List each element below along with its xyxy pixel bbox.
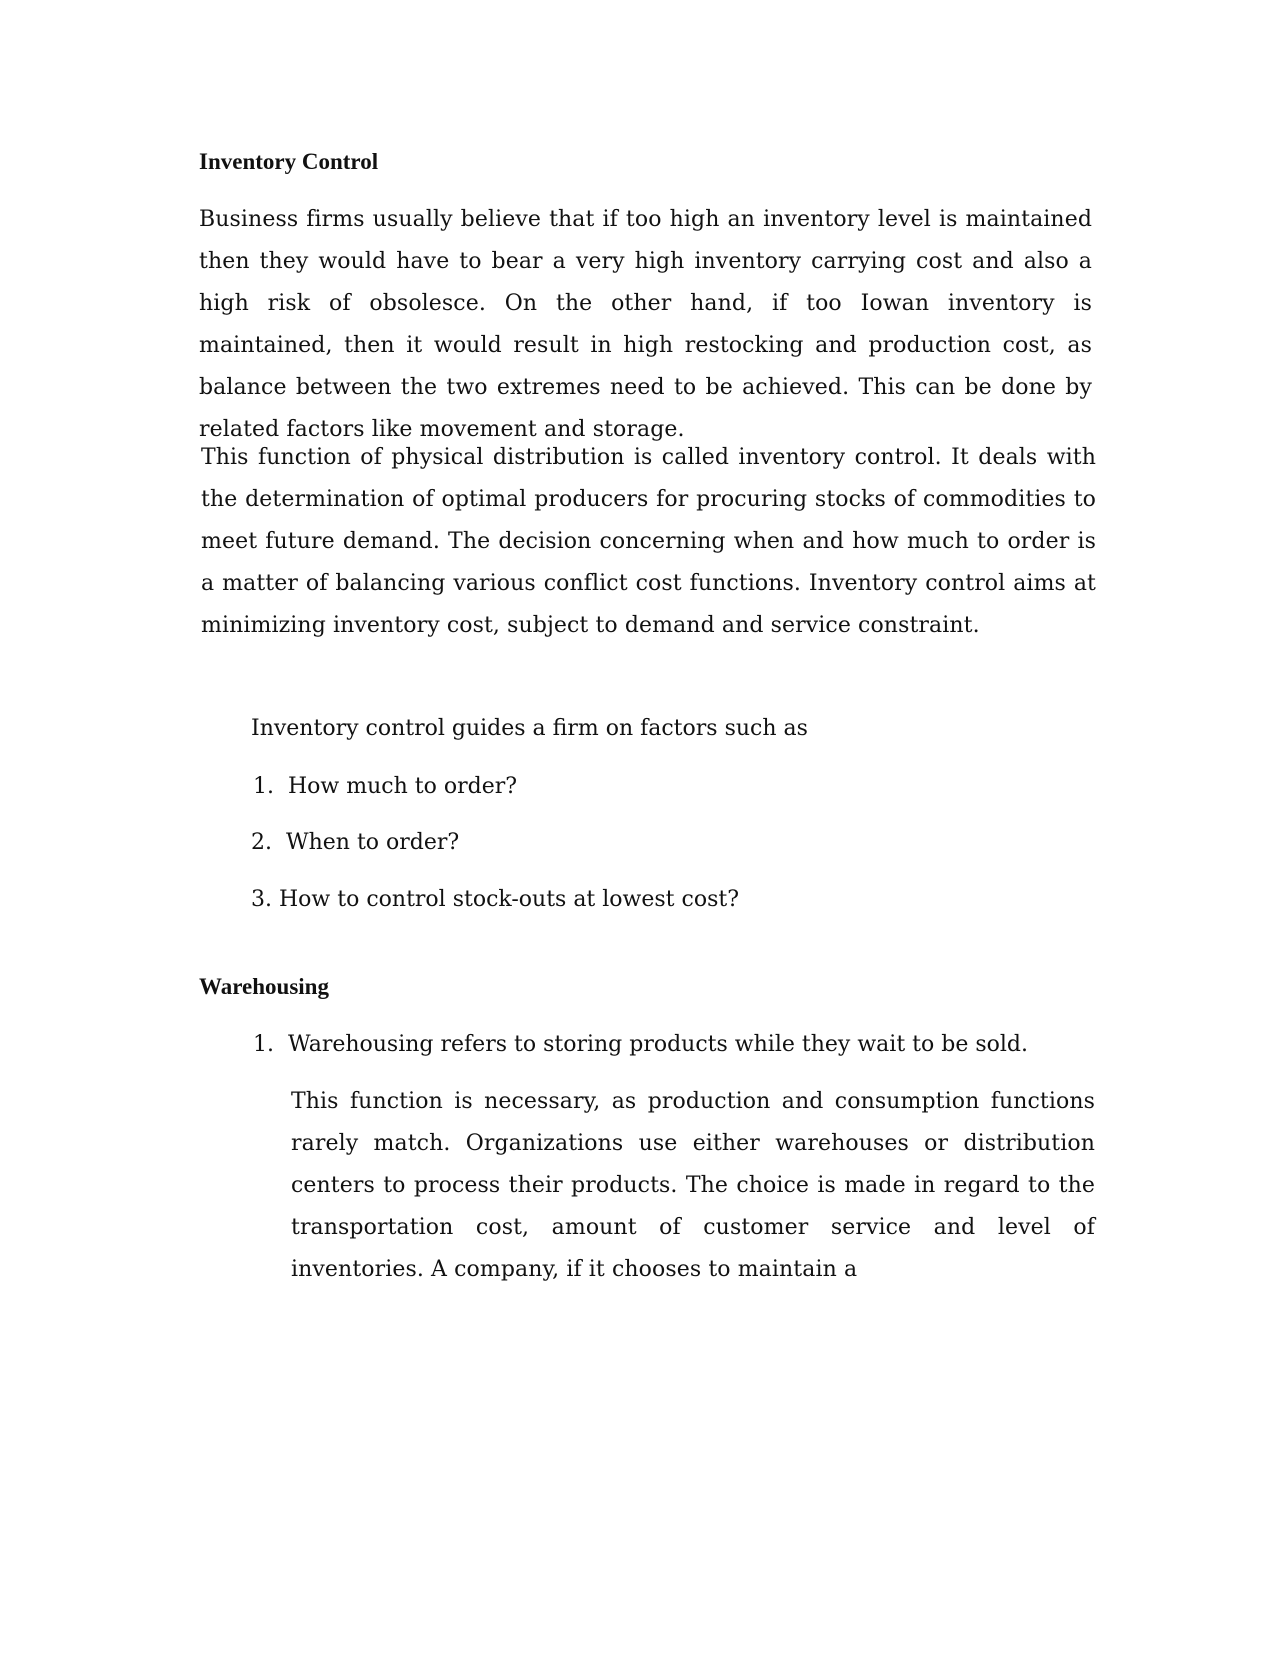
list-item [253, 773, 517, 801]
inventory-control-heading: Inventory Control [199, 149, 379, 174]
list-item-text: When to order? [286, 830, 460, 855]
list-item-number: 3. [251, 887, 272, 912]
list-item-number: 1. [253, 774, 274, 799]
list-item-number: 2. [251, 830, 272, 855]
list-item-number: 1. [253, 1032, 274, 1057]
warehousing-paragraph: This function is necessary, as production and consumption functions rarely match. Organizations use either warehouses or distribution centers to process their products. The choice is made in regard to the transportation cost, amount of customer service and level of inventories. A company, if it chooses to maintain a [291, 1089, 1095, 1282]
list-item [251, 829, 459, 857]
list-item [251, 886, 739, 914]
factors-intro: Inventory control guides a firm on factors such as [251, 716, 808, 741]
list-item-text: Warehousing refers to storing products while they wait to be sold. [288, 1032, 1028, 1057]
warehousing-heading: Warehousing [199, 974, 329, 999]
inventory-control-paragraph-2: This function of physical distribution is called inventory control. It deals with the determination of optimal producers for procuring stocks of commodities to meet future demand. The decision concerning when and how much to order is a matter of balancing various conflict cost functions. Inventory control aims at minimizing inventory cost, subject to demand and service constraint. [201, 445, 1096, 638]
list-item [253, 1031, 1028, 1059]
list-item-text: How much to order? [288, 774, 518, 799]
list-item-text: How to control stock-outs at lowest cost? [279, 887, 740, 912]
inventory-control-paragraph-1: Business firms usually believe that if too high an inventory level is maintained then they would have to bear a very high inventory carrying cost and also a high risk of obsolesce. On the other hand, if too Iowan inventory is maintained, then it would result in high restocking and production cost, as balance between the two extremes need to be achieved. This can be done by related factors like movement and storage. [199, 207, 1092, 442]
